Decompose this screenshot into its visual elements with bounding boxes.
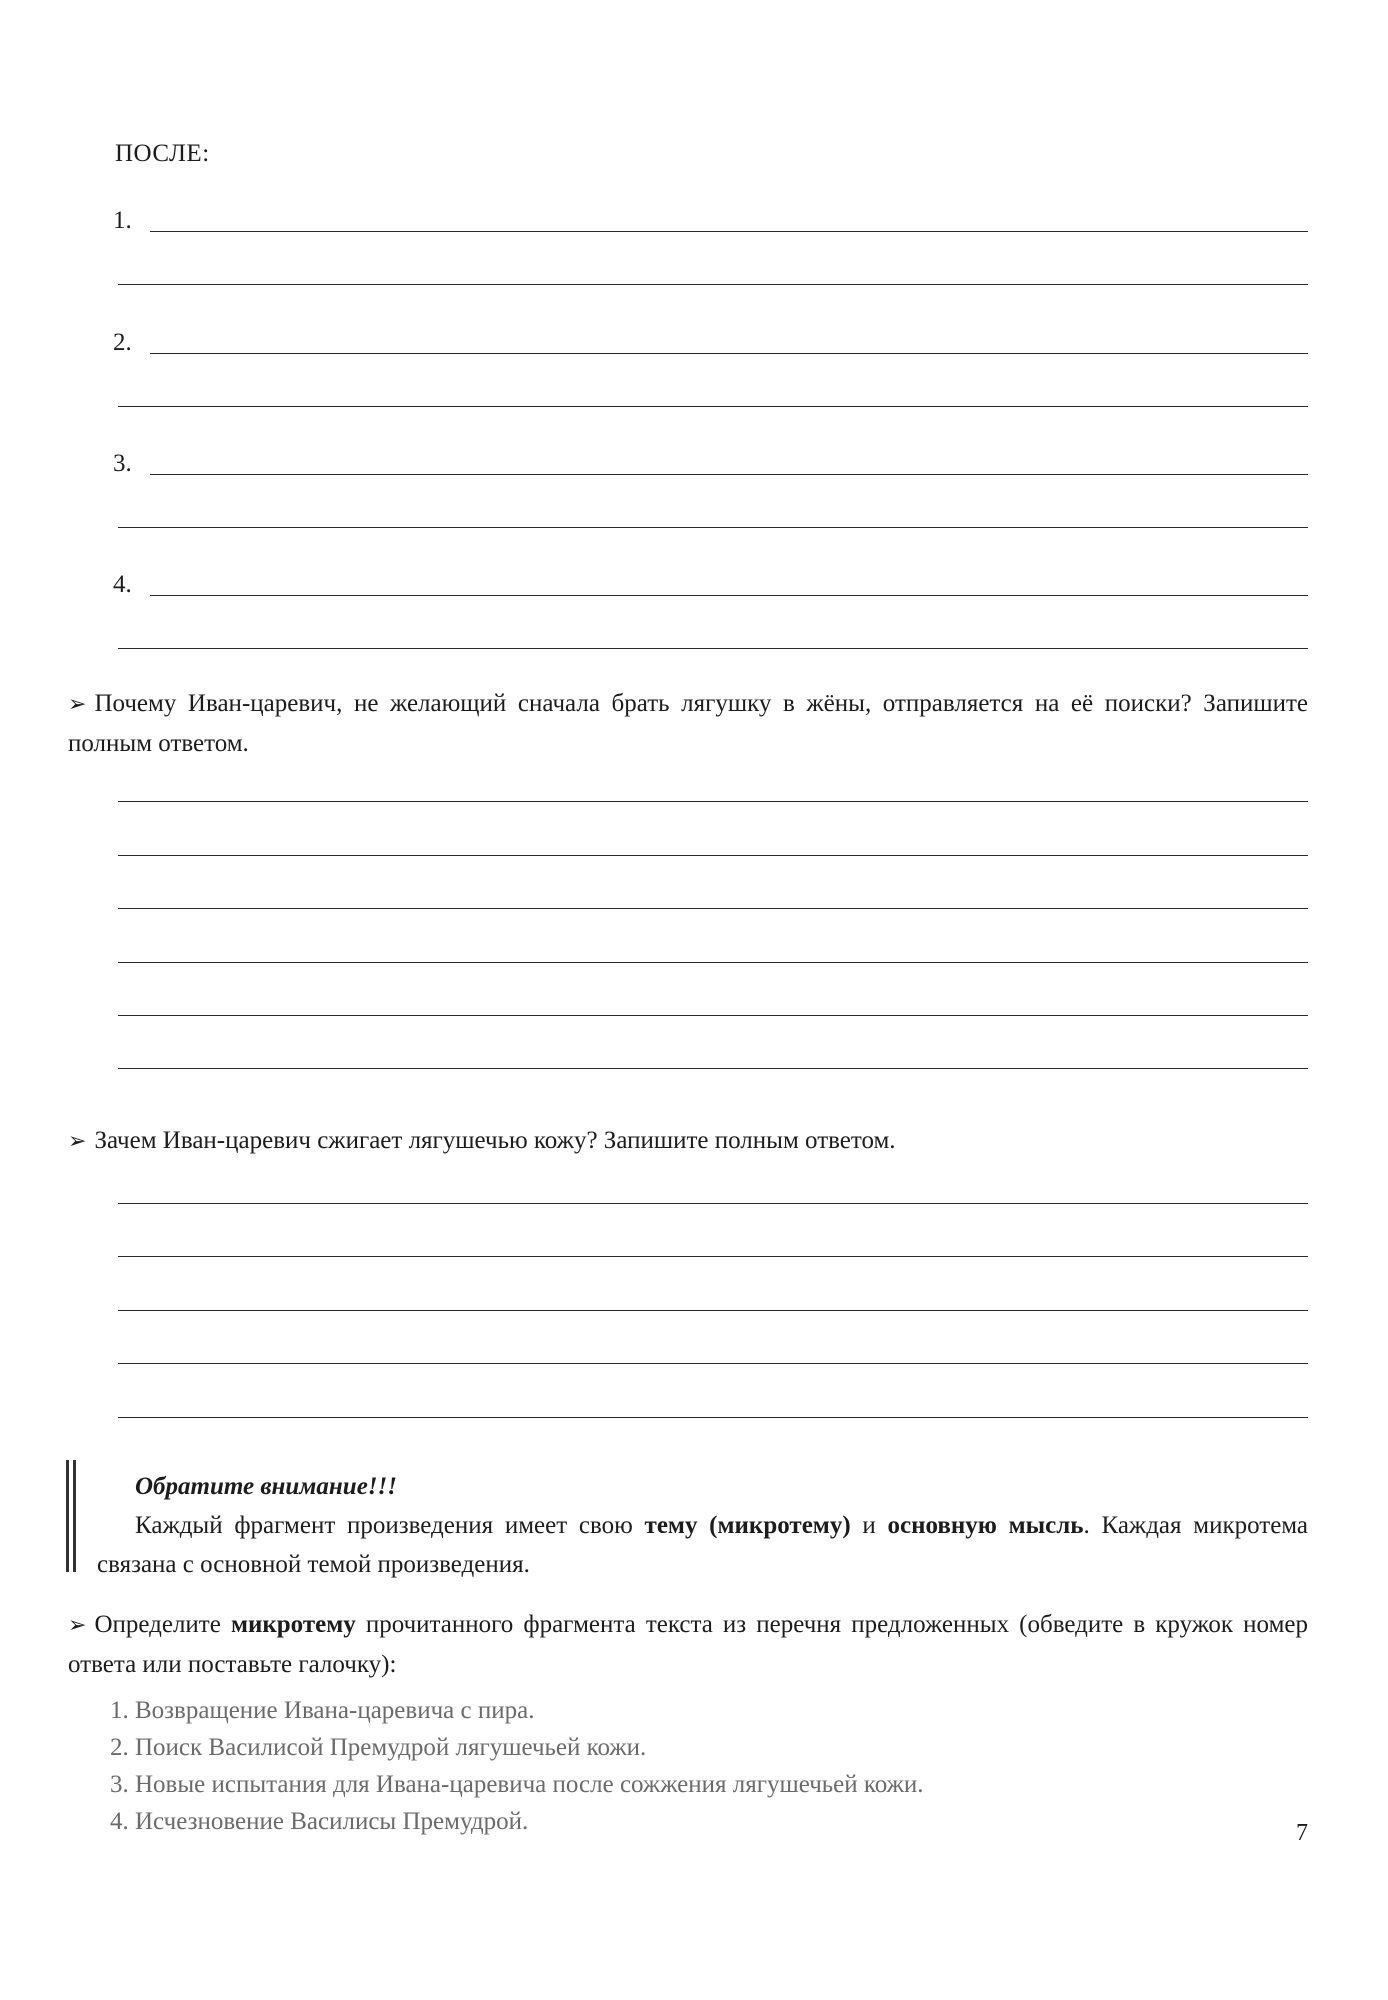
blank-number-2: 2. [113, 329, 132, 356]
question-2 [68, 1121, 1308, 1161]
q1-answer-line-3[interactable] [118, 908, 1308, 909]
q2-answer-line-4[interactable] [118, 1363, 1308, 1364]
question-3: ➢ Определите микротему прочитанного фрагмента текста из перечня предложенных (обведите в кружок номер ответа или поставьте галочку): [68, 1611, 1308, 1678]
q1-answer-line-2[interactable] [118, 855, 1308, 856]
q2-answer-line-2[interactable] [118, 1256, 1308, 1257]
question-2-text: Зачем Иван-царевич сжигает лягушечью кожу? Запишите полным ответом. [94, 1127, 896, 1154]
answer-line-4a[interactable] [150, 595, 1308, 596]
answer-line-1b[interactable] [118, 284, 1308, 285]
option-3[interactable]: 3. Новые испытания для Ивана-царевича после сожжения лягушечьей кожи. [110, 1771, 924, 1798]
answer-options [110, 1692, 924, 1840]
option-1[interactable]: 1. Возвращение Ивана-царевича с пира. [110, 1697, 535, 1724]
arrow-icon: ➢ [68, 1613, 87, 1638]
answer-line-2a[interactable] [150, 353, 1308, 354]
answer-line-2b[interactable] [118, 406, 1308, 407]
note-text: Каждый фрагмент произведения имеет свою тему (микротему) и основную мысль. Каждая микротема связана с основной темой произведения. [97, 1512, 1309, 1578]
q1-answer-line-4[interactable] [118, 962, 1308, 963]
answer-line-4b[interactable] [118, 648, 1308, 649]
answer-line-3a[interactable] [150, 474, 1308, 475]
question-1-text: Почему Иван-царевич, не желающий сначала брать лягушку в жёны, отправляется на её поиски? Запишите полным ответом. [68, 690, 1308, 757]
answer-line-3b[interactable] [118, 527, 1308, 528]
q1-answer-line-1[interactable] [118, 801, 1308, 802]
q1-answer-line-5[interactable] [118, 1015, 1308, 1016]
page-number: 7 [1296, 1820, 1308, 1846]
arrow-icon: ➢ [68, 692, 87, 717]
note-block [97, 1467, 1308, 1584]
option-4[interactable]: 4. Исчезновение Василисы Премудрой. [110, 1808, 529, 1835]
note-title: Обратите внимание!!! [135, 1473, 397, 1500]
blank-number-4: 4. [113, 571, 132, 598]
question-1 [68, 684, 1308, 763]
option-2[interactable]: 2. Поиск Василисой Премудрой лягушечьей кожи. [110, 1734, 647, 1761]
blank-number-3: 3. [113, 450, 132, 477]
blank-number-1: 1. [113, 207, 132, 234]
section-heading: ПОСЛЕ: [115, 140, 210, 167]
answer-line-1a[interactable] [150, 231, 1308, 232]
q2-answer-line-3[interactable] [118, 1310, 1308, 1311]
note-margin-bars [66, 1460, 76, 1572]
q2-answer-line-1[interactable] [118, 1203, 1308, 1204]
arrow-icon: ➢ [68, 1129, 87, 1154]
q1-answer-line-6[interactable] [118, 1068, 1308, 1069]
q2-answer-line-5[interactable] [118, 1417, 1308, 1418]
